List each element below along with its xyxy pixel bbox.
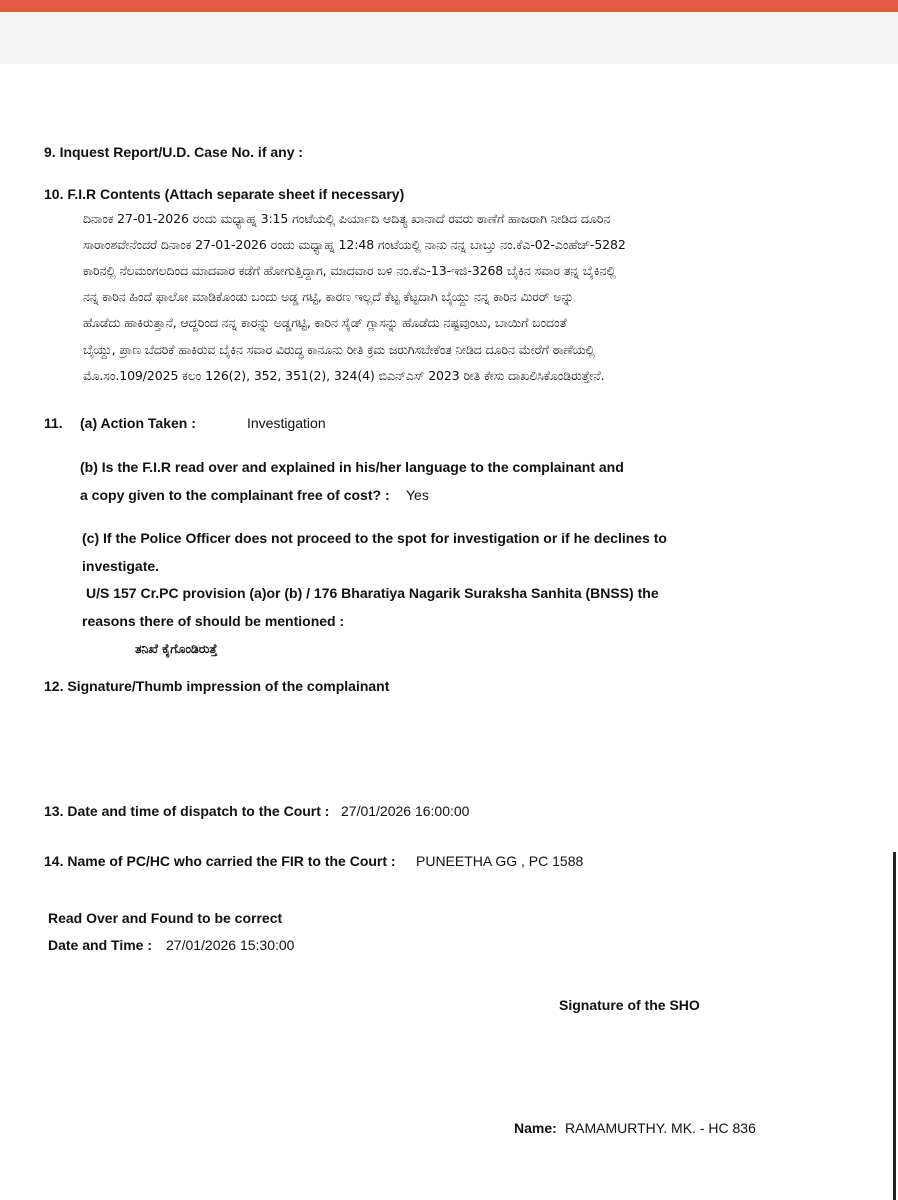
carrier-name-value: PUNEETHA GG , PC 1588 (416, 853, 584, 869)
item-10-label: 10. F.I.R Contents (Attach separate sheet if necessary) (44, 186, 405, 202)
fir-content-line: ಬೈಯ್ದು, ಪ್ರಾಣ ಬೆದರಿಕೆ ಹಾಕಿರುವ ಬೈಕಿನ ಸವಾರ ವಿರುದ್ಧ ಕಾನೂನು ರೀತಿ ಕ್ರಮ ಜರುಗಿಸಬೇಕೆಂತ ನೀಡಿದ ದೂರಿನ ಮೇರೆಗೆ ಠಾಣೆಯಲ್ಲಿ (83, 342, 595, 357)
page-header-band (0, 12, 898, 64)
spot-investigation-question: (c) If the Police Officer does not proceed to the spot for investigation or if he declines to (82, 530, 667, 546)
read-over-label: Read Over and Found to be correct (48, 910, 283, 926)
item-9-label: 9. Inquest Report/U.D. Case No. if any : (44, 144, 304, 160)
spot-investigation-question-cont: investigate. (82, 558, 160, 574)
item-14-label: 14. Name of PC/HC who carried the FIR to the Court : (44, 853, 396, 869)
action-taken-label: (a) Action Taken : (80, 415, 196, 431)
read-over-datetime-label: Date and Time : (48, 937, 152, 953)
bnss-provision-text: U/S 157 Cr.PC provision (a)or (b) / 176 Bharatiya Nagarik Suraksha Sanhita (BNSS) the (86, 585, 659, 601)
fir-copy-answer: Yes (406, 487, 429, 503)
sho-name-value: RAMAMURTHY. MK. - HC 836 (565, 1120, 756, 1136)
item-13-label: 13. Date and time of dispatch to the Court : (44, 803, 330, 819)
fir-content-line: ಹೊಡೆದು ಹಾಕಿರುತ್ತಾನೆ, ಆದ್ದರಿಂದ ನನ್ನ ಕಾರನ್ನು ಅಡ್ಡಗಟ್ಟಿ, ಕಾರಿನ ಸೈಡ್ ಗ್ಲಾಸನ್ನು ಹೊಡೆದು ನಷ್ಟವುಂಟು, ಬಾಯಿಗೆ ಬಂದಂತೆ (83, 315, 567, 330)
sho-name-label: Name: (514, 1120, 557, 1136)
fir-copy-question: a copy given to the complainant free of cost? : (80, 487, 390, 503)
fir-read-over-question: (b) Is the F.I.R read over and explained in his/her language to the complainant and (80, 459, 624, 475)
fir-content-line: ನನ್ನ ಕಾರಿನ ಹಿಂದೆ ಫಾಲೋ ಮಾಡಿಕೊಂಡು ಬಂದು ಅಡ್ಡ ಗಟ್ಟಿ, ಕಾರಣ ಇಲ್ಲದೆ ಕೆಟ್ಟ ಕೆಟ್ಟದಾಗಿ ಬೈಯ್ದು ನನ್ನ ಕಾರಿನ ಮಿರರ್ ಅನ್ನು (83, 289, 574, 304)
read-over-datetime-value: 27/01/2026 15:30:00 (166, 937, 295, 953)
item-11-number: 11. (44, 415, 63, 431)
item-12-label: 12. Signature/Thumb impression of the complainant (44, 678, 390, 694)
reasons-label: reasons there of should be mentioned : (82, 613, 345, 629)
fir-content-line: ಸಾರಾಂಶವೇನೆಂದರೆ ದಿನಾಂಕ 27-01-2026 ರಂದು ಮಧ್ಯಾಹ್ನ 12:48 ಗಂಟೆಯಲ್ಲಿ ನಾನು ನನ್ನ ಬಾಬ್ತು ನಂ.ಕೆಎ-02-ಎಂಹೆಚ್-5282 (83, 237, 626, 252)
fir-content-line: ದಿನಾಂಕ 27-01-2026 ರಂದು ಮಧ್ಯಾಹ್ನ 3:15 ಗಂಟೆಯಲ್ಲಿ ಪಿರ್ಯಾದಿ ಆದಿತ್ಯ ಖಾನಾದೆ ರವರು ಠಾಣೆಗೆ ಹಾಜರಾಗಿ ನೀಡಿದ ದೂರಿನ (83, 211, 611, 226)
dispatch-datetime-value: 27/01/2026 16:00:00 (341, 803, 470, 819)
sho-signature-label: Signature of the SHO (559, 997, 700, 1013)
top-accent-bar (0, 0, 898, 12)
fir-content-line: ಮೊ.ಸಂ.109/2025 ಕಲಂ 126(2), 352, 351(2), 324(4) ಬಿಎನ್‌ಎಸ್ 2023 ರೀತಿ ಕೇಸು ದಾಖಲಿಸಿಕೊಂಡಿರುತ್ತೇನೆ. (83, 368, 605, 383)
scrollbar[interactable] (893, 852, 896, 1200)
action-taken-value: Investigation (247, 415, 326, 431)
fir-content-line: ಕಾರಿನಲ್ಲಿ ನೆಲಮಂಗಲದಿಂದ ಮಾದವಾರ ಕಡೆಗೆ ಹೋಗುತ್ತಿದ್ದಾಗ, ಮಾದವಾರ ಬಳಿ ನಂ.ಕೆಎ-13-ಇಜಿ-3268 ಬೈಕಿನ ಸವಾರ ತನ್ನ ಬೈಕಿನಲ್ಲಿ (83, 263, 616, 278)
reasons-value: ತನಿಖೆ ಕೈಗೊಂಡಿರುತ್ತೆ (135, 641, 218, 656)
